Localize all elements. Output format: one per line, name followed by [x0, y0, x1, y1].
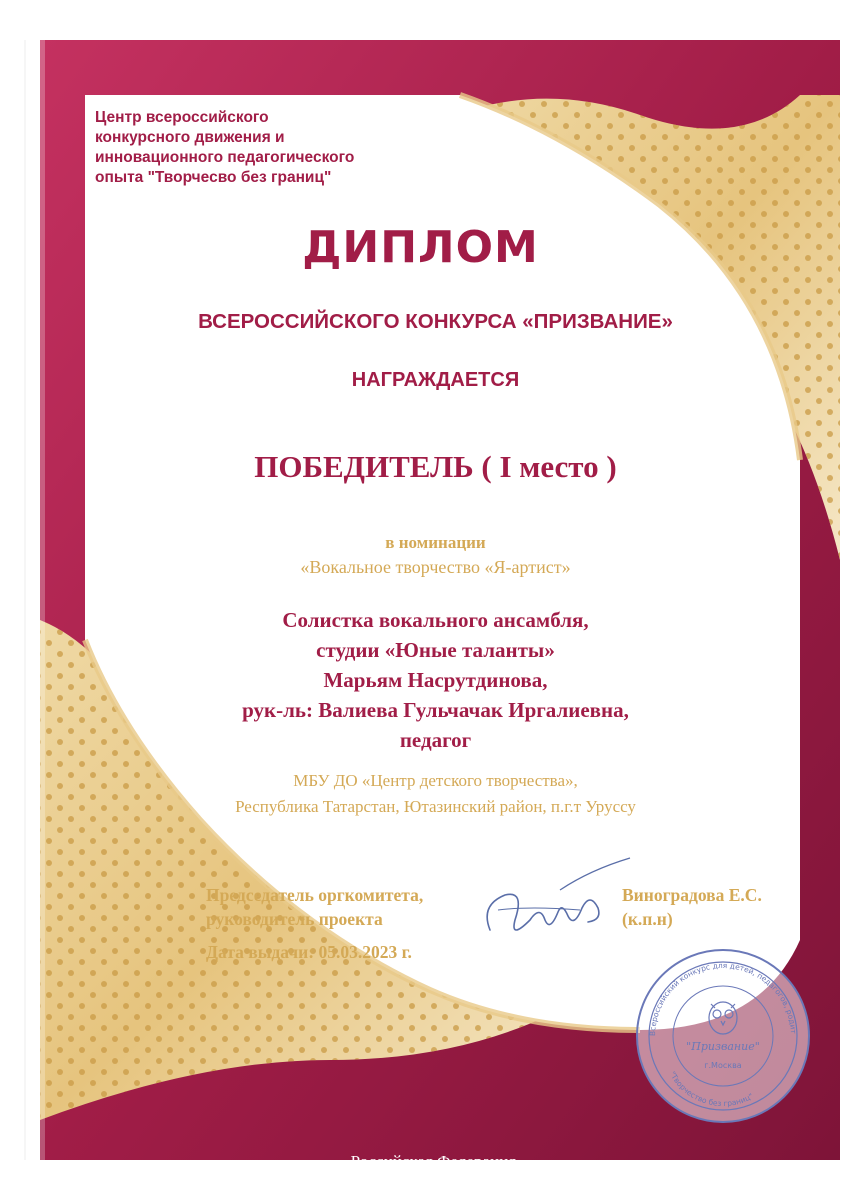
institution-location: Республика Татарстан, Ютазинский район, п.г.т Уруссу	[235, 797, 636, 816]
official-stamp	[633, 946, 813, 1126]
recipient-line: Солистка вокального ансамбля,	[282, 608, 589, 632]
contest-subtitle: ВСЕРОССИЙСКОГО КОНКУРСА «ПРИЗВАНИЕ»	[198, 310, 673, 333]
institution-name: МБУ ДО «Центр детского творчества»,	[293, 771, 578, 790]
signer-role-line2: руководитель проекта	[206, 909, 383, 929]
organizer-line: опыта "Творчесво без границ"	[95, 169, 332, 186]
signer-degree: (к.п.н)	[622, 909, 673, 929]
nomination-label: в номинации	[385, 533, 486, 552]
nomination-name: «Вокальное творчество «Я-артист»	[300, 557, 571, 577]
stamp-center-text: "Призвание"	[686, 1040, 760, 1053]
recipient-role: педагог	[399, 728, 472, 752]
signer-name: Виноградова Е.С.	[622, 885, 762, 905]
recipient-name: Марьям Насрутдинова,	[323, 668, 548, 692]
handwritten-signature	[470, 850, 640, 950]
signer-role-line1: Председатель оргкомитета,	[206, 885, 424, 905]
place-heading: ПОБЕДИТЕЛЬ ( I место )	[254, 449, 617, 484]
organizer-line: инновационного педагогического	[95, 149, 355, 166]
organizer-line: конкурсного движения и	[95, 129, 285, 146]
stamp-ring-text: Всероссийский конкурс для детей, педагогов, родит	[647, 960, 798, 1037]
organizer-block	[95, 108, 415, 188]
stamp-city: г.Москва	[704, 1061, 742, 1070]
issue-date: Дата выдачи: 05.03.2023 г.	[206, 942, 412, 962]
recipient-supervisor: рук-ль: Валиева Гульчачак Иргалиевна,	[242, 698, 629, 722]
diploma-title: ДИПЛОМ	[302, 222, 539, 273]
footer-city: г. Москва	[401, 1175, 470, 1194]
stamp-bottom-text: "Творчество без границ"	[667, 1069, 755, 1109]
organizer-line: Центр всероссийского	[95, 109, 269, 126]
recipient-line: студии «Юные таланты»	[316, 638, 555, 662]
footer-country: Российская Федерация,	[350, 1152, 521, 1171]
awarded-label: НАГРАЖДАЕТСЯ	[351, 369, 520, 391]
